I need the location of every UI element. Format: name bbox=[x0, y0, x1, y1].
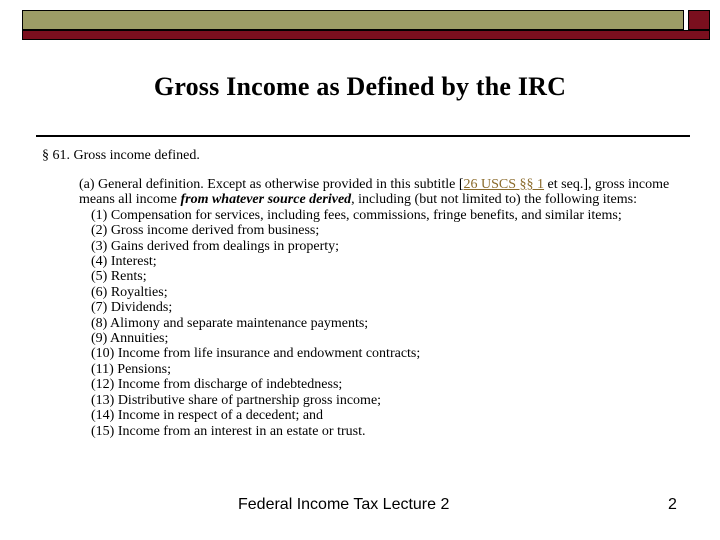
header-maroon-square bbox=[688, 10, 710, 30]
title-divider bbox=[36, 135, 690, 137]
footer-title: Federal Income Tax Lecture 2 bbox=[238, 496, 450, 513]
income-item: (14) Income in respect of a decedent; and bbox=[91, 408, 324, 424]
income-item: (8) Alimony and separate maintenance payments; bbox=[91, 315, 369, 331]
income-item: (3) Gains derived from dealings in property; bbox=[91, 238, 340, 254]
intro-text-start: (a) General definition. Except as otherwise provided in this subtitle [ bbox=[79, 177, 464, 192]
income-item: (13) Distributive share of partnership gross income; bbox=[91, 392, 382, 408]
header-maroon-bar bbox=[22, 30, 710, 40]
definition-paragraph bbox=[79, 177, 689, 208]
income-item: (4) Interest; bbox=[91, 254, 157, 270]
income-item: (12) Income from discharge of indebtedness; bbox=[91, 377, 343, 393]
intro-text-middle: et seq.], gross income means all income bbox=[79, 177, 670, 208]
income-item: (1) Compensation for services, including fees, commissions, fringe benefits, and similar items; bbox=[91, 207, 622, 223]
statute-reference-link[interactable]: 26 USCS §§ 1 bbox=[463, 177, 545, 192]
income-item: (15) Income from an interest in an estate or trust. bbox=[91, 423, 366, 439]
income-item: (7) Dividends; bbox=[91, 300, 173, 316]
income-items-list bbox=[79, 208, 689, 439]
income-item: (11) Pensions; bbox=[91, 361, 171, 377]
income-item: (9) Annuities; bbox=[91, 331, 169, 347]
income-item: (2) Gross income derived from business; bbox=[91, 223, 320, 239]
header-olive-bar bbox=[22, 10, 684, 30]
statute-text bbox=[79, 177, 689, 439]
page-number: 2 bbox=[668, 496, 677, 513]
income-item: (5) Rents; bbox=[91, 269, 147, 285]
income-item: (10) Income from life insurance and endowment contracts; bbox=[91, 346, 421, 362]
income-item: (6) Royalties; bbox=[91, 284, 168, 300]
emphasis-phrase: from whatever source derived bbox=[180, 192, 352, 208]
slide-title: Gross Income as Defined by the IRC bbox=[153, 72, 567, 101]
intro-text-end: , including (but not limited to) the following items: bbox=[351, 192, 637, 208]
section-heading: § 61. Gross income defined. bbox=[42, 148, 200, 163]
